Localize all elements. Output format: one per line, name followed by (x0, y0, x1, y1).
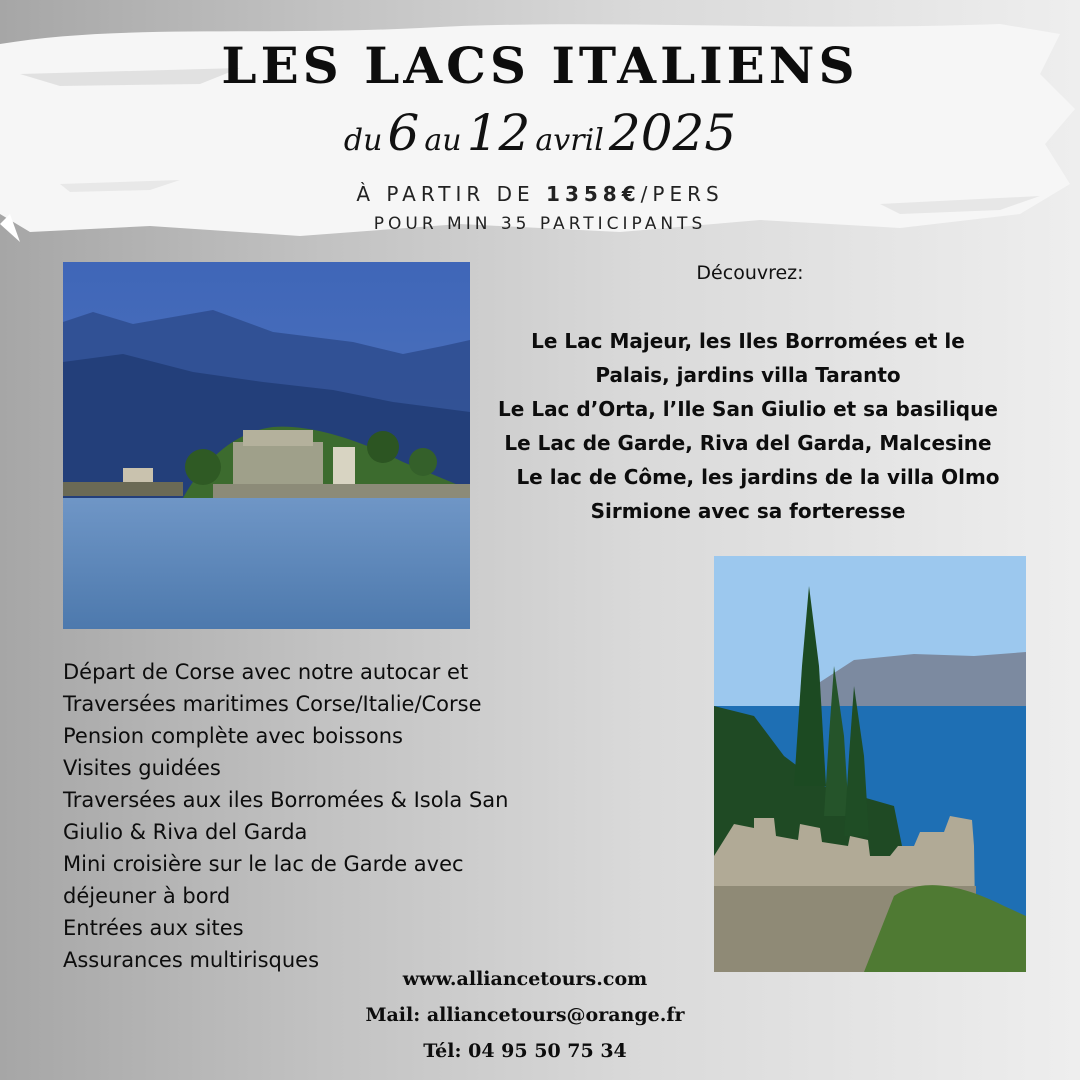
list-item: Le Lac Majeur, les Iles Borromées et le (531, 329, 965, 353)
lake-maggiore-photo (63, 262, 470, 629)
list-item: Départ de Corse avec notre autocar et (63, 660, 469, 684)
list-item: Visites guidées (63, 756, 221, 780)
price-prefix: À PARTIR DE (356, 182, 535, 206)
page-title: LES LACS ITALIENS (221, 36, 859, 95)
price-line (0, 182, 1080, 206)
list-item: Traversées aux iles Borromées & Isola San (63, 788, 509, 812)
list-item: Sirmione avec sa forteresse (590, 499, 906, 523)
discover-heading: Découvrez: (696, 262, 804, 284)
list-item: Giulio & Riva del Garda (63, 820, 308, 844)
list-item: Entrées aux sites (63, 916, 244, 940)
mail-link[interactable]: Mail: alliancetours@orange.fr (365, 1004, 685, 1026)
list-item: Pension complète avec boissons (63, 724, 403, 748)
phone-number[interactable]: Tél: 04 95 50 75 34 (423, 1040, 627, 1062)
lake-garda-castle-photo (714, 556, 1026, 972)
price-suffix: /PERS (640, 182, 724, 206)
date-month: avril (535, 123, 604, 158)
list-item: Le lac de Côme, les jardins de la villa Olmo (516, 465, 1000, 489)
list-item: Palais, jardins villa Taranto (595, 363, 901, 387)
discover-list (470, 324, 1026, 528)
list-item: Traversées maritimes Corse/Italie/Corse (63, 692, 482, 716)
travel-dates (0, 104, 1080, 162)
date-day-start: 6 (387, 104, 420, 162)
included-list (63, 656, 583, 976)
list-item: Le Lac de Garde, Riva del Garda, Malcesine (504, 431, 992, 455)
website-link[interactable]: www.alliancetours.com (402, 968, 648, 990)
list-item: Le Lac d’Orta, l’Ile San Giulio et sa basilique (498, 397, 998, 421)
date-year: 2025 (608, 104, 737, 162)
date-day-end: 12 (466, 104, 531, 162)
date-word-au: au (424, 123, 462, 158)
participants-note: POUR MIN 35 PARTICIPANTS (373, 214, 707, 234)
list-item: déjeuner à bord (63, 884, 231, 908)
date-word-du: du (343, 123, 383, 158)
price-amount: 1358€ (546, 182, 641, 206)
list-item: Assurances multirisques (63, 948, 320, 972)
list-item: Mini croisière sur le lac de Garde avec (63, 852, 464, 876)
